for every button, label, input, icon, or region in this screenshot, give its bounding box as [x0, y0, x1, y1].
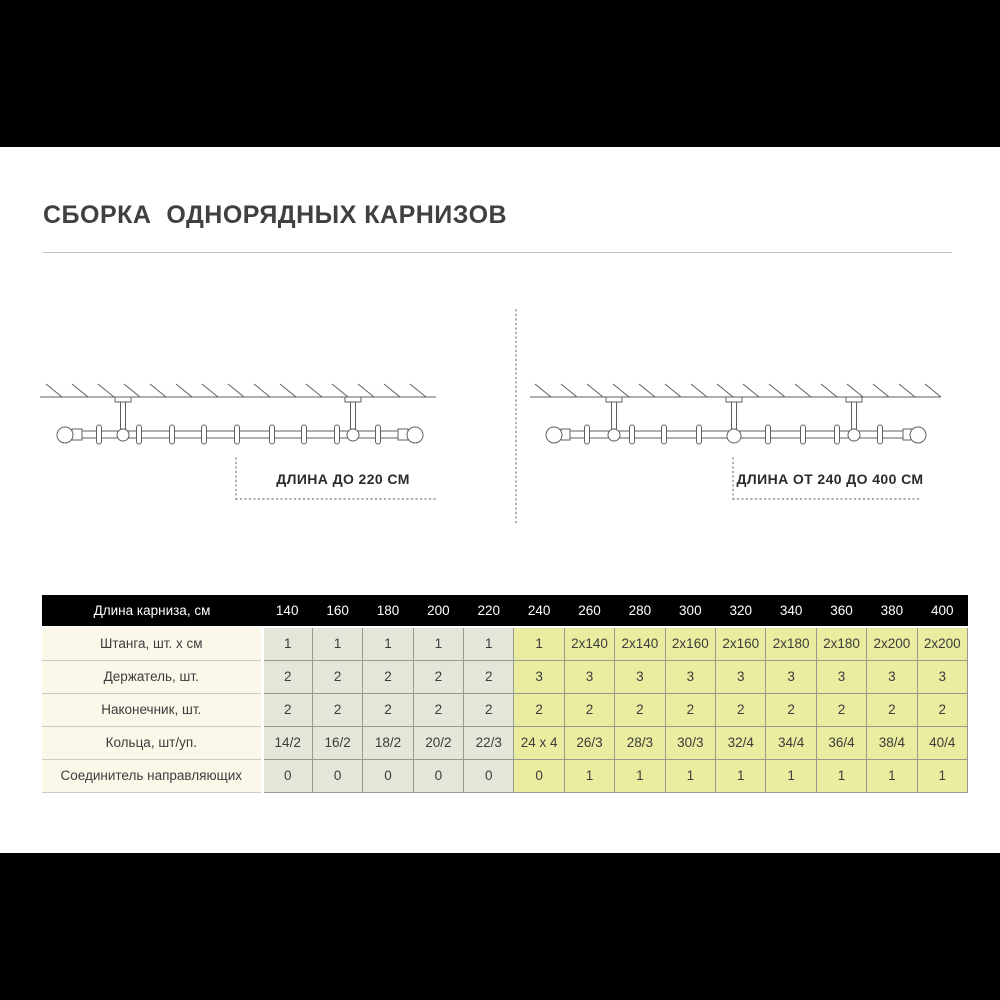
table-header-cell: 300	[665, 595, 715, 627]
table-cell: 2	[413, 660, 463, 693]
right-length-label: ДЛИНА ОТ 240 ДО 400 СМ	[736, 471, 924, 487]
table-header-cell: 240	[514, 595, 564, 627]
table-row	[42, 627, 968, 660]
ceiling-hatch-right	[535, 384, 941, 397]
table-cell: 1	[766, 759, 816, 792]
table-cell: 2	[564, 693, 614, 726]
cornice-diagrams	[0, 290, 1000, 540]
table-header-cell: 200	[413, 595, 463, 627]
parts-table-wrap	[42, 595, 968, 793]
table-cell: 2	[363, 693, 413, 726]
table-cell: 2	[312, 660, 362, 693]
table-header-cell: 140	[262, 595, 312, 627]
table-cell: 2	[312, 693, 362, 726]
table-cell: 38/4	[867, 726, 917, 759]
table-cell: 0	[363, 759, 413, 792]
title-divider	[43, 252, 952, 253]
finial-ball	[57, 427, 73, 443]
table-cell: 1	[312, 627, 362, 660]
table-cell: 0	[312, 759, 362, 792]
table-cell: 20/2	[413, 726, 463, 759]
bracket-ball	[848, 429, 860, 441]
table-header-cell: 260	[564, 595, 614, 627]
table-header-cell: 380	[867, 595, 917, 627]
parts-table	[42, 595, 968, 793]
table-cell: 2	[665, 693, 715, 726]
table-cell: 1	[464, 627, 514, 660]
table-cell: 0	[514, 759, 564, 792]
table-header-cell: 340	[766, 595, 816, 627]
table-cell: 1	[413, 627, 463, 660]
table-cell: 34/4	[766, 726, 816, 759]
table-cell: 2	[917, 693, 967, 726]
table-cell: 1	[363, 627, 413, 660]
ceiling-bracket	[115, 397, 361, 429]
table-cell: 2	[262, 693, 312, 726]
table-cell: 3	[716, 660, 766, 693]
table-cell: 2	[464, 693, 514, 726]
table-cell: 1	[564, 759, 614, 792]
finial-ball	[910, 427, 926, 443]
table-cell: 1	[917, 759, 967, 792]
table-cell: 2x200	[867, 627, 917, 660]
table-cell: 1	[615, 759, 665, 792]
rod-cap	[398, 429, 408, 440]
table-cell: 2x160	[665, 627, 715, 660]
table-cell: 26/3	[564, 726, 614, 759]
table-header-cell: 220	[464, 595, 514, 627]
table-cell: 2	[413, 693, 463, 726]
table-cell: 32/4	[716, 726, 766, 759]
table-row	[42, 726, 968, 759]
table-cell: 3	[766, 660, 816, 693]
finial-ball	[407, 427, 423, 443]
table-header-cell: 160	[312, 595, 362, 627]
rod-connector-ball	[727, 429, 741, 443]
table-header-cell: 400	[917, 595, 967, 627]
table-cell: 1	[262, 627, 312, 660]
table-cell: 0	[464, 759, 514, 792]
bracket-ball	[347, 429, 359, 441]
table-header-row	[42, 595, 968, 627]
table-cell: 40/4	[917, 726, 967, 759]
table-cell: 16/2	[312, 726, 362, 759]
table-cell: 1	[665, 759, 715, 792]
bracket-ball	[608, 429, 620, 441]
table-cell: 14/2	[262, 726, 312, 759]
table-cell: 2	[766, 693, 816, 726]
table-cell: 3	[917, 660, 967, 693]
ceiling-hatch-left	[46, 384, 426, 397]
table-header-cell: 280	[615, 595, 665, 627]
table-cell: 0	[413, 759, 463, 792]
table-cell: 18/2	[363, 726, 413, 759]
table-cell: 0	[262, 759, 312, 792]
left-cornice-diagram	[40, 384, 436, 444]
table-cell: 2	[464, 660, 514, 693]
table-cell: 2x180	[816, 627, 866, 660]
table-cell: 2x180	[766, 627, 816, 660]
table-cell: 3	[665, 660, 715, 693]
ceiling-bracket	[606, 397, 862, 429]
table-cell: 30/3	[665, 726, 715, 759]
table-header-cell: 360	[816, 595, 866, 627]
table-cell: 2x140	[564, 627, 614, 660]
table-cell: 36/4	[816, 726, 866, 759]
right-cornice-diagram	[530, 384, 941, 444]
table-row	[42, 693, 968, 726]
table-header-label: Длина карниза, см	[42, 595, 262, 627]
page-title: СБОРКА ОДНОРЯДНЫХ КАРНИЗОВ	[43, 201, 508, 229]
row-label: Соединитель направляющих	[42, 759, 262, 792]
table-cell: 2	[262, 660, 312, 693]
bracket-ball	[117, 429, 129, 441]
table-cell: 2	[867, 693, 917, 726]
table-cell: 1	[816, 759, 866, 792]
table-cell: 3	[615, 660, 665, 693]
curtain-rings	[97, 425, 381, 444]
bottom-black-bar	[0, 853, 1000, 1000]
table-cell: 3	[564, 660, 614, 693]
table-cell: 2x160	[716, 627, 766, 660]
table-cell: 2x200	[917, 627, 967, 660]
table-cell: 28/3	[615, 726, 665, 759]
table-cell: 2	[615, 693, 665, 726]
table-cell: 2	[716, 693, 766, 726]
table-cell: 1	[716, 759, 766, 792]
table-row	[42, 660, 968, 693]
table-row	[42, 759, 968, 792]
left-length-label: ДЛИНА ДО 220 СМ	[276, 471, 410, 487]
table-cell: 24 x 4	[514, 726, 564, 759]
table-cell: 3	[816, 660, 866, 693]
top-black-bar	[0, 0, 1000, 147]
table-head	[42, 595, 968, 627]
table-cell: 1	[867, 759, 917, 792]
row-label: Наконечник, шт.	[42, 693, 262, 726]
rod-cap	[72, 429, 82, 440]
table-cell: 2x140	[615, 627, 665, 660]
table-cell: 2	[816, 693, 866, 726]
table-cell: 3	[867, 660, 917, 693]
table-header-cell: 180	[363, 595, 413, 627]
table-cell: 1	[514, 627, 564, 660]
row-label: Кольца, шт/уп.	[42, 726, 262, 759]
row-label: Держатель, шт.	[42, 660, 262, 693]
table-cell: 3	[514, 660, 564, 693]
row-label: Штанга, шт. х см	[42, 627, 262, 660]
table-body	[42, 627, 968, 792]
table-header-cell: 320	[716, 595, 766, 627]
table-cell: 2	[363, 660, 413, 693]
finial-ball	[546, 427, 562, 443]
table-cell: 22/3	[464, 726, 514, 759]
table-cell: 2	[514, 693, 564, 726]
